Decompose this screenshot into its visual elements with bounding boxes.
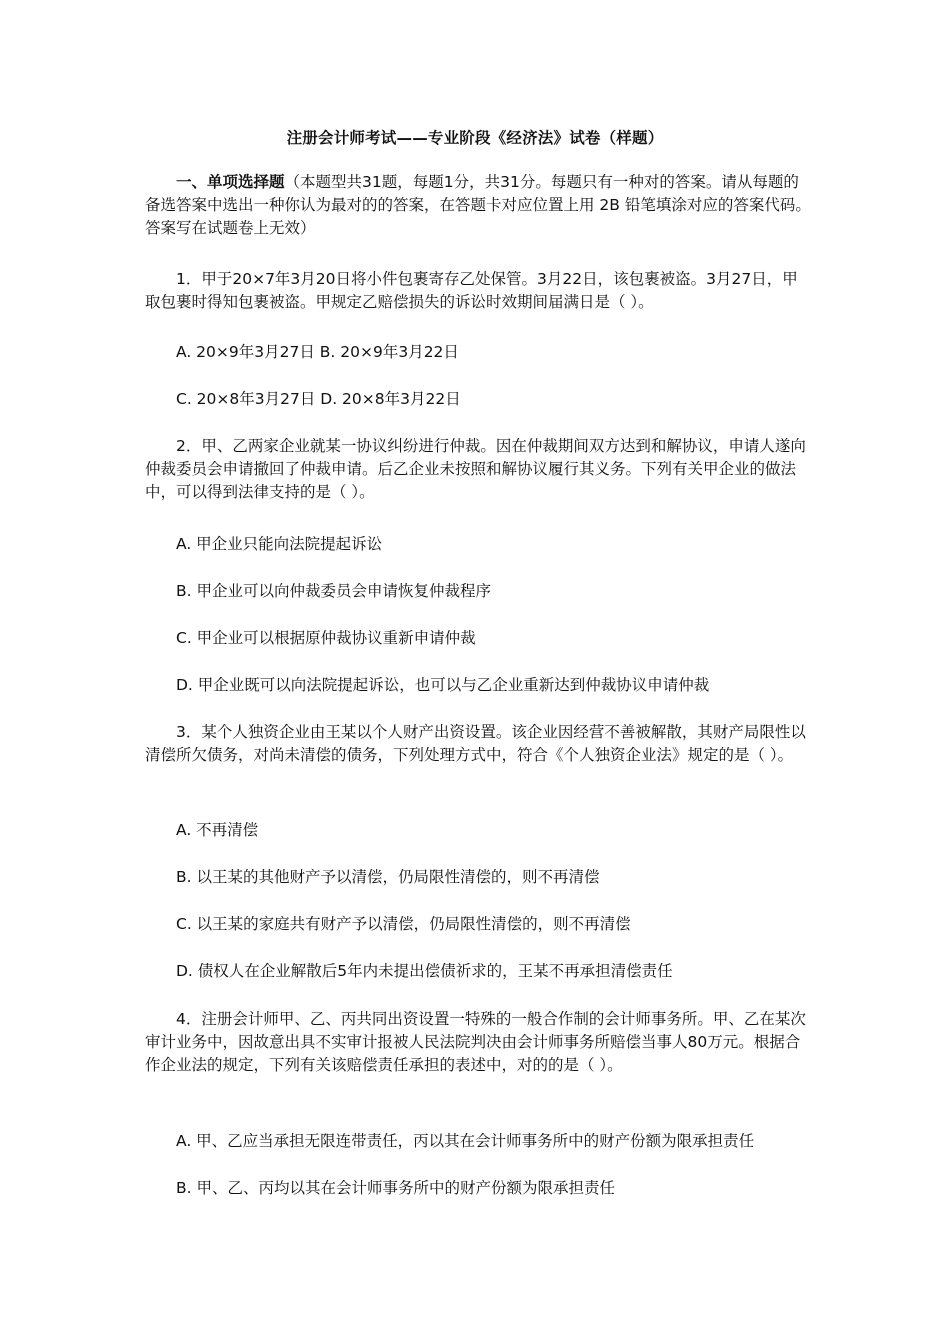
section-instructions: （本题型共31题，每题1分，共31分。每题只有一种对的答案。请从每题的备选答案中选出一种你认为最对的的答案，在答题卡对应位置上用 2B 铅笔填涂对应的答案代码。答案写在试题卷上无效） bbox=[145, 173, 811, 237]
question-1-options-row-2: C. 20×8年3月27日 D. 20×8年3月22日 bbox=[176, 390, 461, 408]
section-heading: 一、单项选择题 bbox=[176, 173, 285, 191]
question-2-option-c: C. 甲企业可以根据原仲裁协议重新申请仲裁 bbox=[176, 629, 476, 647]
question-4-stem: 4．注册会计师甲、乙、丙共同出资设置一特殊的一般合作制的会计师事务所。甲、乙在某次审计业务中，因故意出具不实审计报被人民法院判决由会计师事务所赔偿当事人80万元。根据合作企业法的规定，下列有关该赔偿责任承担的表述中，对的的是（ ）。 bbox=[145, 1010, 806, 1074]
question-2-option-b: B. 甲企业可以向仲裁委员会申请恢复仲裁程序 bbox=[176, 582, 491, 600]
question-3-stem: 3．某个人独资企业由王某以个人财产出资设置。该企业因经营不善被解散，其财产局限性以清偿所欠债务，对尚未清偿的债务，下列处理方式中，符合《个人独资企业法》规定的是（ ）。 bbox=[145, 723, 806, 764]
question-2-option-a: A. 甲企业只能向法院提起诉讼 bbox=[176, 535, 383, 553]
question-3-option-d: D. 债权人在企业解散后5年内未提出偿债祈求的，王某不再承担清偿责任 bbox=[176, 962, 673, 980]
page-title: 注册会计师考试——专业阶段《经济法》试卷（样题） bbox=[286, 129, 664, 147]
question-2-stem: 2．甲、乙两家企业就某一协议纠纷进行仲裁。因在仲裁期间双方达到和解协议，申请人遂向仲裁委员会申请撤回了仲裁申请。后乙企业未按照和解协议履行其义务。下列有关甲企业的做法中，可以得到法律支持的是（ ）。 bbox=[145, 437, 806, 501]
question-3-option-c: C. 以王某的家庭共有财产予以清偿，仍局限性清偿的，则不再清偿 bbox=[176, 915, 631, 933]
question-4-option-b: B. 甲、乙、丙均以其在会计师事务所中的财产份额为限承担责任 bbox=[176, 1179, 615, 1197]
question-1-options-row-1: A. 20×9年3月27日 B. 20×9年3月22日 bbox=[176, 343, 459, 361]
question-3-option-a: A. 不再清偿 bbox=[176, 821, 259, 839]
section-intro bbox=[145, 171, 813, 240]
question-2-option-d: D. 甲企业既可以向法院提起诉讼，也可以与乙企业重新达到仲裁协议申请仲裁 bbox=[176, 676, 710, 694]
question-1-stem: 1．甲于20×7年3月20日将小件包裹寄存乙处保管。3月22日，该包裹被盗。3月27日，甲取包裹时得知包裹被盗。甲规定乙赔偿损失的诉讼时效期间届满日是（ ）。 bbox=[145, 270, 798, 311]
question-3-option-b: B. 以王某的其他财产予以清偿，仍局限性清偿的，则不再清偿 bbox=[176, 868, 600, 886]
question-4-option-a: A. 甲、乙应当承担无限连带责任，丙以其在会计师事务所中的财产份额为限承担责任 bbox=[176, 1132, 755, 1150]
